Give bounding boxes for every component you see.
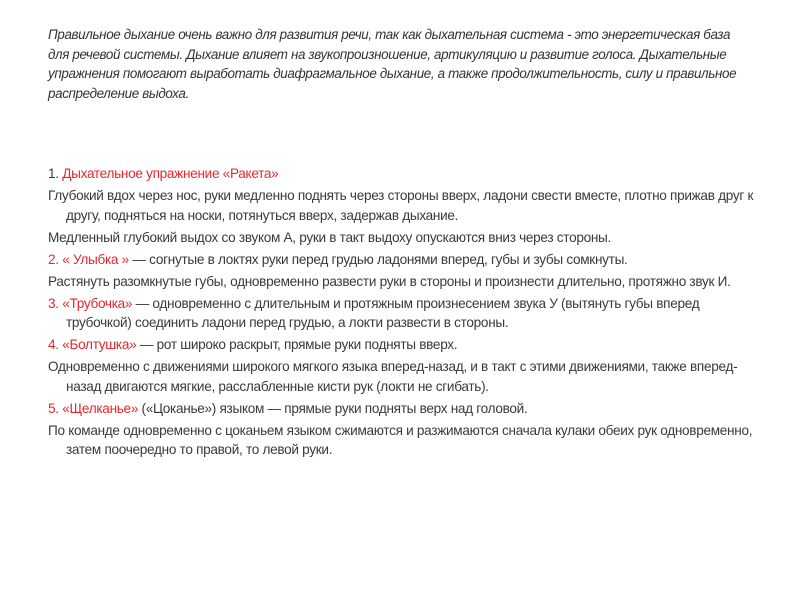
exercise-heading-3 [48,294,763,333]
exercise-description: Глубокий вдох через нос, руки медленно поднять через стороны вверх, ладони свести вместе, плотно прижав друг к другу, подняться на носки, потянуться вверх, задержав дыхание. [48,188,754,223]
exercise-title: 2. « Улыбка » [48,251,129,267]
exercise-title: Дыхательное упражнение «Ракета» [62,166,279,181]
exercise-title: 3. «Трубочка» [48,295,133,311]
exercise-summary: — одновременно с длительным и протяжным произнесением звука У (вытянуть губы вперед трубочкой) соединить ладони перед грудью, а локти развести в стороны. [66,295,700,330]
exercise-description: Медленный глубокий выдох со звуком А, руки в такт выдоху опускаются вниз через стороны. [48,229,612,245]
exercise-number: 1. [48,166,63,181]
exercise-description: По команде одновременно с цоканьем языком сжимаются и разжимаются сначала кулаки обеих рук одновременно, затем поочередно то правой, то левой руки. [48,422,753,457]
intro-paragraph: Правильное дыхание очень важно для развития речи, так как дыхательная система - это энергетическая база для речевой системы. Дыхание влияет на звукопроизношение, артикуляцию и развитие голоса. Дыхательные упражнения помогают выработать диафрагмальное дыхание, а также продолжительность, силу и правильное распределение выдоха. [48,27,737,101]
exercise-heading-4 [48,335,763,355]
exercise-description: Растянуть разомкнутые губы, одновременно развести руки в стороны и произнести длительно, протяжно звук И. [48,273,731,289]
exercise-title: 4. «Болтушка» [48,337,137,352]
exercise-heading-2 [48,250,763,270]
exercise-title: 5. «Щелканье» [48,400,139,416]
exercise-summary: — согнутые в локтях руки перед грудью ладонями вперед, губы и зубы сомкнуты. [128,251,628,267]
exercise-heading-5 [48,399,763,419]
exercise-list [48,164,763,462]
exercise-description: Одновременно с движениями широкого мягкого языка вперед-назад, и в такт с этими движениями, также вперед-назад двигаются мягкие, расслабленные кисти рук (локти не сгибать). [48,359,738,394]
exercise-summary: («Цоканье») языком — прямые руки подняты верх над головой. [138,400,528,416]
exercise-summary: — рот широко раскрыт, прямые руки подняты вверх. [136,337,458,352]
exercise-heading-1 [48,164,763,184]
